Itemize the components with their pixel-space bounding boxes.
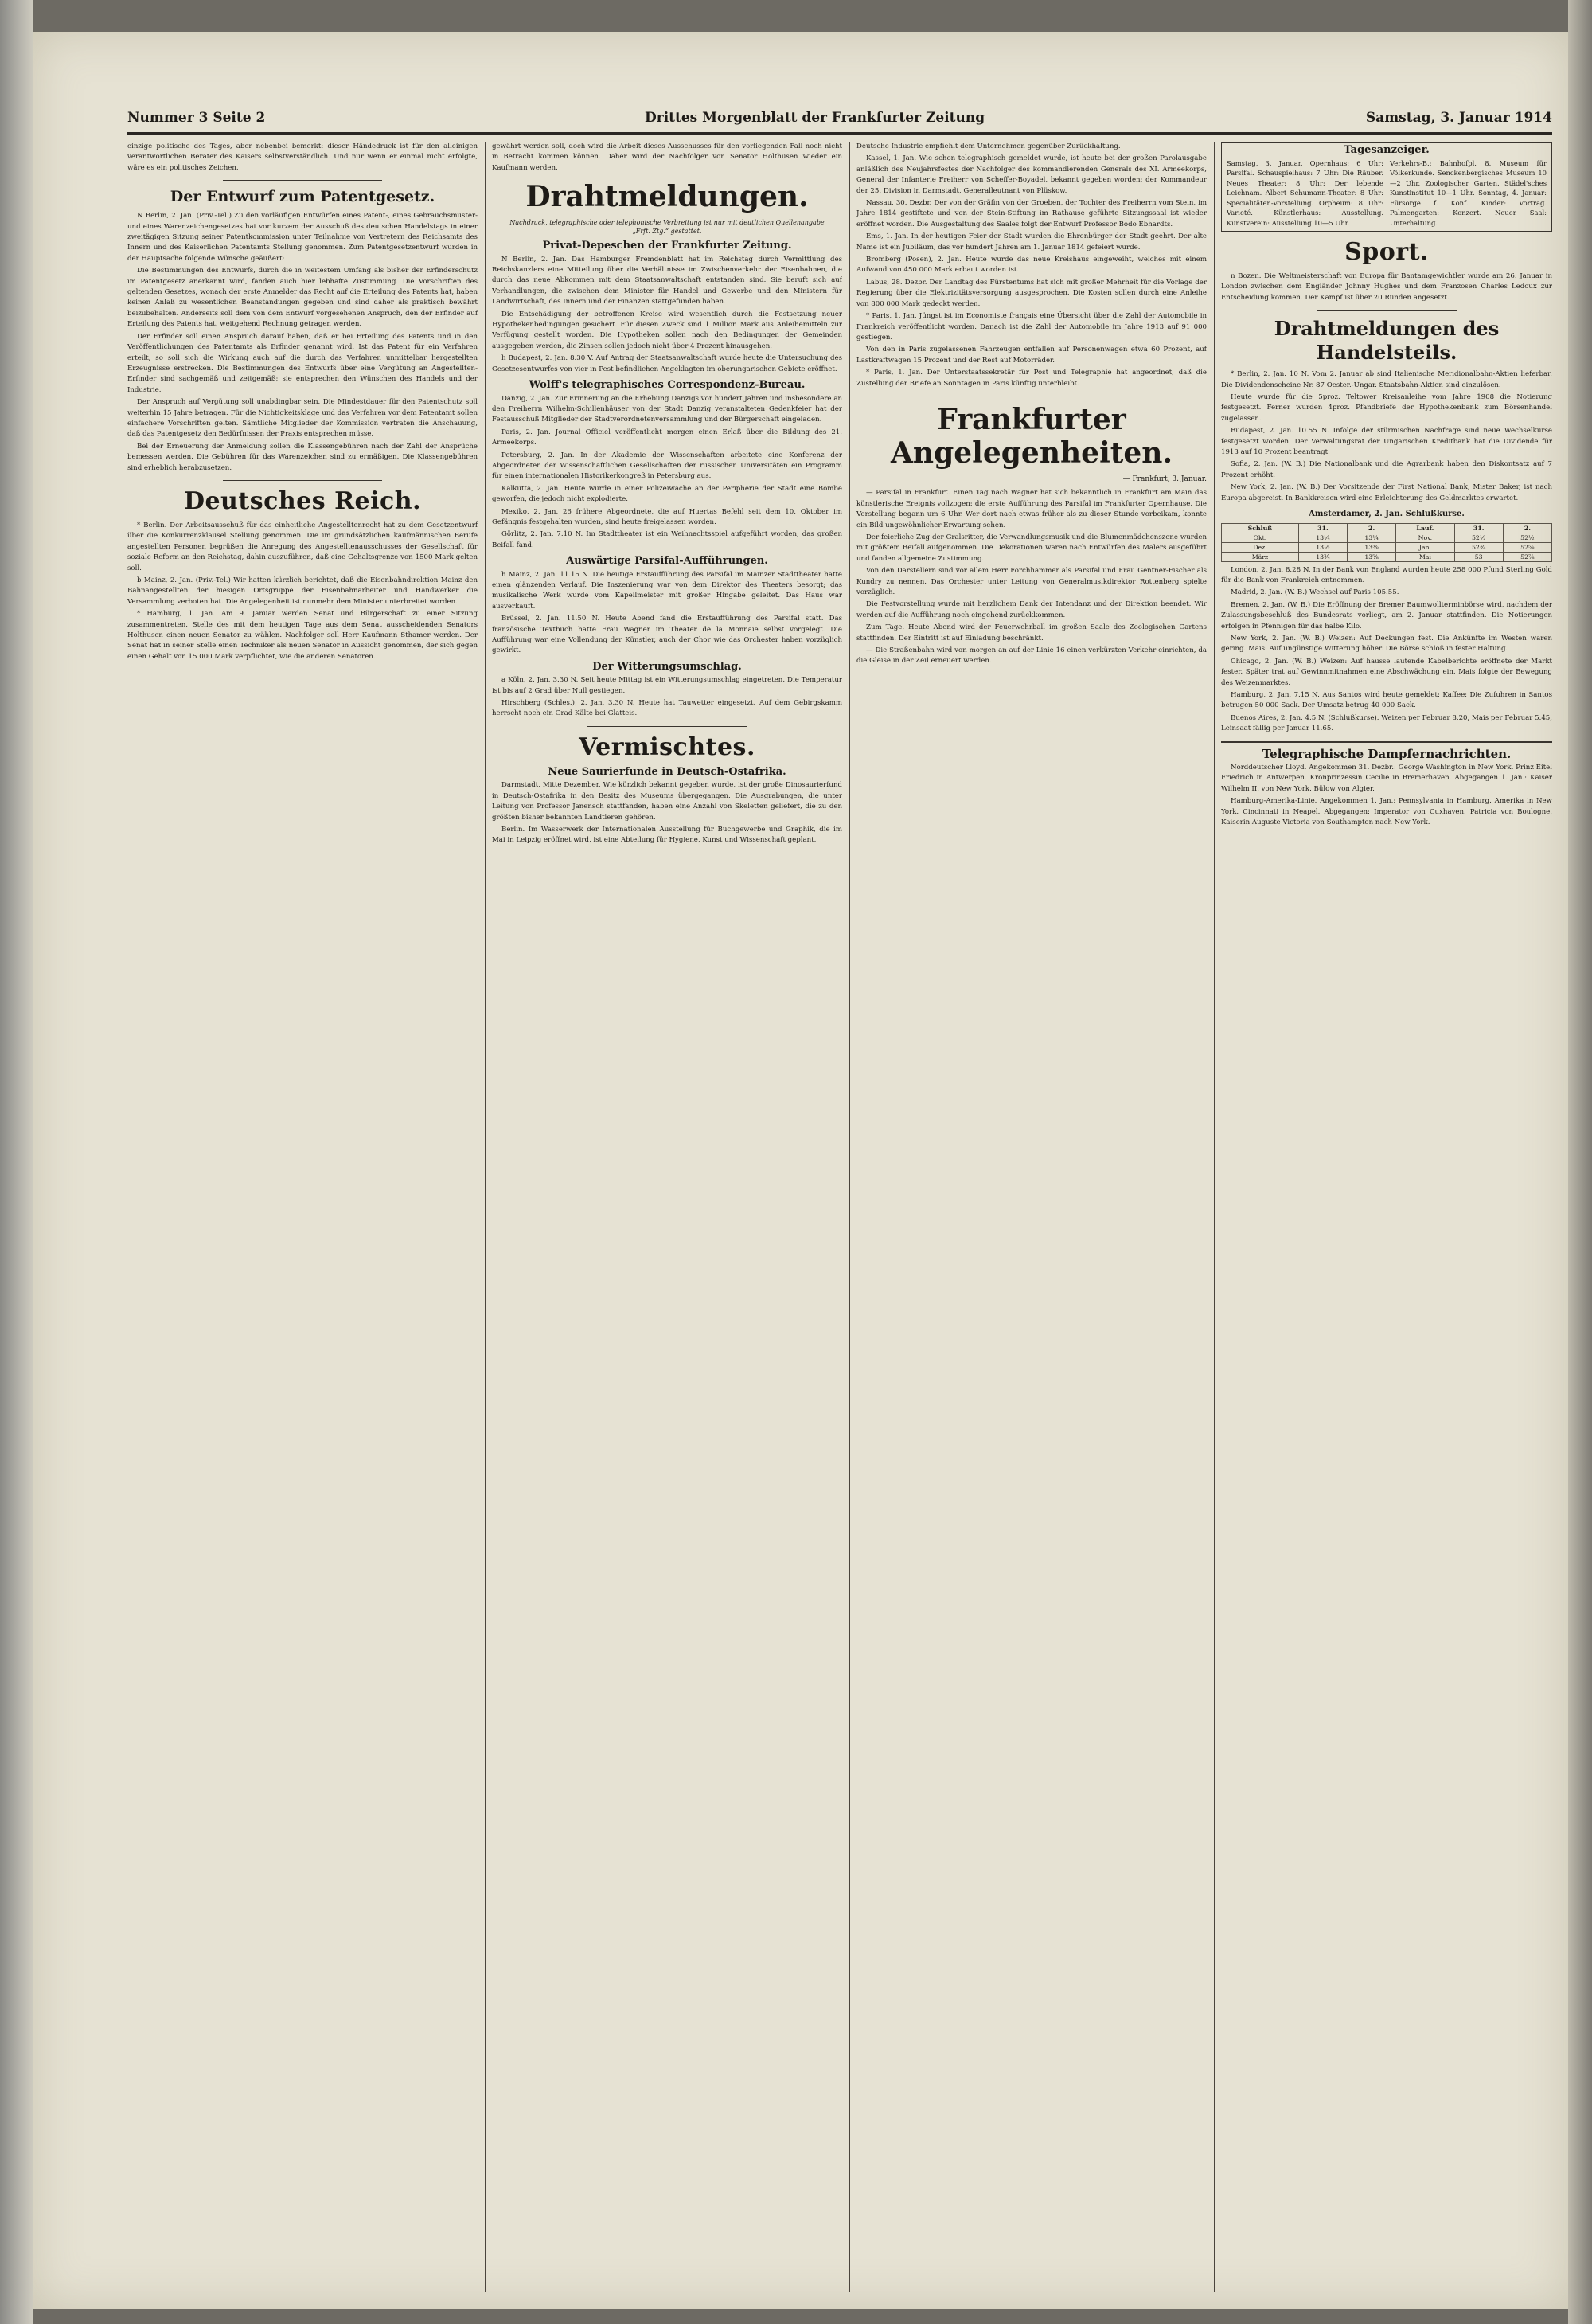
article-text: Brüssel, 2. Jan. 11.50 N. Heute Abend fand die Erstaufführung des Parsifal statt. Das französische Textbuch hatte Frau Wagner im Theater de la Monnaie selbst vorgelegt. Die Aufführung war eine Vollendung der Künstler, auch der Chor wie das Orchester haben vorzüglich gewirkt.	[492, 615, 842, 655]
scan-left-edge	[0, 0, 33, 2324]
article-text: Labus, 28. Dezbr. Der Landtag des Fürstentums hat sich mit großer Mehrheit für die Vorlage der Regierung über die Elektrizitätsversorgung ausgesprochen. Die Kosten sollen durch eine Anleihe von 800 000 Mark gedeckt werden.	[856, 278, 1207, 308]
headline-dampfernachrichten: Telegraphische Dampfernachrichten.	[1262, 746, 1512, 761]
table-cell: 13½	[1298, 542, 1347, 552]
article-text: Bromberg (Posen), 2. Jan. Heute wurde das neue Kreishaus eingeweiht, welches mit einem Aufwand von 450 000 Mark erbaut worden ist.	[856, 256, 1207, 275]
article-text: Chicago, 2. Jan. (W. B.) Weizen: Auf hausse lautende Kabelberichte eröffnete der Markt fester. Später trat auf Gewinnmitnahmen eine Abschwächung ein. Mais folgte der Bewegung des Weizenmarktes.	[1221, 657, 1552, 687]
table-header-cell: 2.	[1348, 523, 1396, 533]
table-cell: Nov.	[1396, 533, 1454, 542]
column-3	[856, 142, 1207, 2292]
table-cell: 53	[1454, 552, 1503, 561]
headline-deutsches-reich: Deutsches Reich.	[183, 486, 422, 515]
section-witterung: Der Witterungsumschlag.	[592, 660, 742, 673]
article-text: London, 2. Jan. 8.28 N. In der Bank von England wurden heute 258 000 Pfund Sterling Gold für die Bank von Frankreich entnommen.	[1221, 565, 1552, 584]
article-text: Buenos Aires, 2. Jan. 4.5 N. (Schlußkurse). Weizen per Februar 8.20, Mais per Februar 5.45, Leinsaat fällig per Januar 11.65.	[1221, 713, 1552, 733]
article-text: Zum Tage. Heute Abend wird der Feuerwehrball im großen Saale des Zoologischen Gartens stattfinden. Der Eintritt ist auf Einladung beschränkt.	[856, 623, 1207, 643]
article-text: gewährt werden soll, doch wird die Arbeit dieses Ausschusses für den vorliegenden Fall noch nicht in Betracht kommen können. Daher wird der Nachfolger von Senator Holthusen wieder ein Kaufmann werden.	[492, 143, 842, 172]
reprint-notice: Nachdruck, telegraphische oder telephonische Verbreitung ist nur mit deutlichen Quellenangabe „Frft. Ztg.“ gestattet.	[509, 219, 825, 236]
table-cell: 13⅝	[1348, 552, 1396, 561]
article-text: — Die Straßenbahn wird von morgen an auf der Linie 16 einen verkürzten Verkehr einrichten, da die Gleise in der Zeil erneuert werden.	[856, 646, 1207, 666]
table-cell: 13⅜	[1348, 542, 1396, 552]
article-text: Budapest, 2. Jan. 10.55 N. Infolge der stürmischen Nachfrage sind neue Wechselkurse festgesetzt worden. Der Verwaltungsrat der Ungarischen Kreditbank hat die Dividende für 1913 auf 10 Prozent beantragt.	[1221, 427, 1552, 457]
issue-date: Samstag, 3. Januar 1914	[1365, 110, 1552, 126]
column-rule	[849, 142, 850, 2292]
article-text: b Mainz, 2. Jan. (Priv.-Tel.) Wir hatten kürzlich berichtet, daß die Eisenbahndirektion Mainz den Bahnangestellten der hiesigen Ortsgruppe der Eisenbahnarbeiter und Handwerker die Versammlung verboten hat. Die Angelegenheit ist nunmehr dem Minister unterbreitet worden.	[127, 576, 478, 606]
table-cell: 52½	[1503, 533, 1551, 542]
page-header	[127, 110, 1552, 135]
article-text: Deutsche Industrie empfiehlt dem Unternehmen gegenüber Zurückhaltung.	[856, 143, 1121, 150]
column-rule	[485, 142, 486, 2292]
section-wolff: Wolff's telegraphisches Correspondenz-Bureau.	[529, 379, 806, 392]
article-text: Norddeutscher Lloyd. Angekommen 31. Dezbr.: George Washington in New York. Prinz Eitel Friedrich in Antwerpen. Kronprinzessin Cecilie in Bremerhaven. Abgegangen 1. Jan.: Kaiser Wilhelm II. von New York. Bülow von Algier.	[1221, 764, 1552, 793]
article-text: Görlitz, 2. Jan. 7.10 N. Im Stadttheater ist ein Weihnachtsspiel aufgeführt worden, das großen Beifall fand.	[492, 530, 842, 549]
section-saurierfunde: Neue Saurierfunde in Deutsch-Ostafrika.	[548, 765, 786, 778]
headline-handelsteil: Drahtmeldungen des Handelsteils.	[1274, 317, 1500, 365]
article-text: Berlin. Im Wasserwerk der Internationalen Ausstellung für Buchgewerbe und Graphik, die im Mai in Leipzig eröffnet wird, ist eine Abteilung für Hygiene, Kunst und Wissenschaft geplant.	[492, 825, 842, 845]
article-text: Von den in Paris zugelassenen Fahrzeugen entfallen auf Personenwagen etwa 60 Prozent, auf Lastkraftwagen 15 Prozent und der Rest auf Motorräder.	[856, 346, 1207, 365]
table-cell: Mai	[1396, 552, 1454, 561]
article-text: Kalkutta, 2. Jan. Heute wurde in einer Polizeiwache an der Peripherie der Stadt eine Bombe geworfen, die jedoch nicht explodierte.	[492, 484, 842, 504]
column-4	[1221, 142, 1552, 2292]
table-header-cell: Schluß	[1222, 523, 1299, 533]
article-text: einzige politische des Tages, aber nebenbei bemerkt: dieser Händedruck ist für den alleinigen verantwortlichen Berater des Kaisers selbstverständlich. Und nur wenn er einmal nicht erfolgte, wäre es ein politisches Zeichen.	[127, 143, 478, 172]
headline-vermischtes: Vermischtes.	[579, 732, 755, 761]
article-text: Von den Darstellern sind vor allem Herr Forchhammer als Parsifal und Frau Gentner-Fischer als Kundry zu nennen. Das Orchester unter Leitung von Generalmusikdirektor Rottenberg spielte vorzüglich.	[856, 567, 1207, 596]
table-row	[1222, 533, 1552, 542]
article-text: Danzig, 2. Jan. Zur Erinnerung an die Erhebung Danzigs vor hundert Jahren und insbesondere an den Freiherrn Wilhelm-Schillenhäuser von der Stadt Danzig veranstalteten Gedenkfeier hat der Festausschuß Mitglieder der Stadtverordnetenversammlung und der Bürgerschaft eingeladen.	[492, 394, 842, 424]
divider	[587, 726, 747, 727]
article-text: Hamburg, 2. Jan. 7.15 N. Aus Santos wird heute gemeldet: Kaffee: Die Zufuhren in Santos betrugen 50 000 Sack. Der Umsatz betrug 40 000 Sack.	[1221, 690, 1552, 710]
table-row	[1222, 552, 1552, 561]
table-cell: 13¼	[1298, 533, 1347, 542]
table-row	[1222, 542, 1552, 552]
article-text: Der Anspruch auf Vergütung soll unabdingbar sein. Die Mindestdauer für den Patentschutz soll weiterhin 15 Jahre betragen. Für die Nichtigkeitsklage und das Verfahren vor dem Patentamt sollen einfachere Vorschriften gelten. Sämtliche Mitglieder der Kommission vertraten die Anschauung, daß das Patentgesetz den Bedürfnissen der Praxis entsprechen müsse.	[127, 398, 478, 439]
column-rule	[1214, 142, 1215, 2292]
divider	[223, 180, 382, 181]
article-text: * Paris, 1. Jan. Der Unterstaatssekretär für Post und Telegraphie hat angeordnet, daß die Zustellung der Briefe an Sonntagen in Paris künftig unterbleibt.	[856, 369, 1207, 388]
headline-patent: Der Entwurf zum Patentgesetz.	[170, 188, 435, 206]
scan-right-edge	[1568, 0, 1592, 2324]
article-text: * Hamburg, 1. Jan. Am 9. Januar werden Senat und Bürgerschaft zu einer Sitzung zusammentreten. Stelle des mit dem heutigen Tage aus dem Senat ausscheidenden Senators Holthusen einen neuen Senator zu wählen. Nachfolger soll Herr Kaufmann Sthamer werden. Der Senat hat in seiner Stelle einen Techniker als neuen Senator in Aussicht genommen, der sich gegen einen Gehalt von 15 000 Mark verpflichtet, wie die anderen Senatoren.	[127, 610, 478, 661]
article-text: Der Erfinder soll einen Anspruch darauf haben, daß er bei Erteilung des Patents und in den Veröffentlichungen des Patentamts als Erfinder genannt wird. Ist das Patent für ein Verfahren erteilt, so soll sich die Wirkung auch auf die durch das Verfahren unmittelbar hergestellten Erzeugnisse erstrecken. Die Bestimmungen des Entwurfs über eine Vergütung an Angestellten-Erfinder sind sachgemäß und zeitgemäß; sie entsprechen den Wünschen des Handels und der Industrie.	[127, 332, 478, 394]
tagesanzeiger-box	[1221, 142, 1552, 232]
article-text: Madrid, 2. Jan. (W. B.) Wechsel auf Paris 105.55.	[1231, 588, 1399, 597]
article-text: Die Entschädigung der betroffenen Kreise wird wesentlich durch die Festsetzung neuer Hypothekenbedingungen gesichert. Für diesen Zweck sind 1 Million Mark aus Anleihemitteln zur Verfügung gestellt worden. Die Hypotheken sollen nach den Bedingungen der Gemeinden ausgegeben werden, die Zinsen sollen jedoch nicht über 4 Prozent hinausgehen.	[492, 310, 842, 350]
article-text: Die Festvorstellung wurde mit herzlichem Dank der Intendanz und der Direktion beendet. Wir werden auf die Aufführung noch eingehend zurückkommen.	[856, 600, 1207, 619]
tagesanzeiger-left: Samstag, 3. Januar. Opernhaus: 6 Uhr: Parsifal. Schauspielhaus: 7 Uhr: Die Räuber. Neues Theater: 8 Uhr: Der lebende Leichnam. Albert Schumann-Theater: 8 Uhr: Specialitäten-Vorstellung. Orpheum: 8 Uhr: Varieté. Künstlerhaus: Ausstellung. Kunstverein: Ausstellung 10—5 Uhr.	[1227, 158, 1383, 227]
article-text: a Köln, 2. Jan. 3.30 N. Seit heute Mittag ist ein Witterungsumschlag eingetreten. Die Temperatur ist bis auf 2 Grad über Null gestiegen.	[492, 676, 842, 695]
divider	[1317, 310, 1457, 311]
tagesanzeiger-title: Tagesanzeiger.	[1344, 144, 1430, 156]
article-text: h Mainz, 2. Jan. 11.15 N. Die heutige Erstaufführung des Parsifal im Mainzer Stadttheater hatte einen glänzenden Verlauf. Die Inszenierung war von dem Direktor des Theaters besorgt; das musikalische Werk wurde vom Kapellmeister mit großer Hingabe geleitet. Das Haus war ausverkauft.	[492, 570, 842, 611]
article-text: New York, 2. Jan. (W. B.) Weizen: Auf Deckungen fest. Die Ankünfte im Westen waren gering. Mais: Auf ungünstige Witterung höher. Die Börse schloß in fester Haltung.	[1221, 634, 1552, 654]
article-text: N Berlin, 2. Jan. (Priv.-Tel.) Zu den vorläufigen Entwürfen eines Patent-, eines Gebrauchsmuster- und eines Warenzeichengesetzes hat vor kurzem der Ausschuß des deutschen Handelstags in einer zweitägigen Sitzung seiner Patentkommission unter Teilnahme von Vertretern des Reichsamts des Innern und des Kaiserlichen Patentamts Stellung genommen. Zum Patentgesetzentwurf wurden in der Hauptsache folgende Wünsche geäußert:	[127, 212, 478, 263]
divider	[223, 480, 382, 481]
article-text: Hirschberg (Schles.), 2. Jan. 3.30 N. Heute hat Tauwetter eingesetzt. Auf dem Gebirgskamm herrscht noch ein Grad Kälte bei Glatteis.	[492, 699, 842, 718]
article-text: * Berlin. Der Arbeitsausschuß für das einheitliche Angestelltenrecht hat zu dem Gesetzentwurf über die Konkurrenzklausel Stellung genommen. Die im grundsätzlichen kaufmännischen Berufe angestellten Personen begrüßen die Anregung des Angestelltenausschusses der Gesellschaft für soziale Reform an den Reichstag, dahin auszuführen, daß eine Gehaltsgrenze von 1500 Mark gelten soll.	[127, 521, 478, 572]
article-text: Heute wurde für die 5proz. Teltower Kreisanleihe vom Jahre 1908 die Notierung festgesetzt. Ferner wurden 4proz. Pfandbriefe der Hypothekenbank zum Börsenhandel zugelassen.	[1221, 393, 1552, 423]
headline-frankfurter-angelegenheiten: Frankfurter Angelegenheiten.	[890, 402, 1173, 470]
table-cell: März	[1222, 552, 1299, 561]
article-text: n Bozen. Die Weltmeisterschaft von Europa für Bantamgewichtler wurde am 26. Januar in London zwischen dem Engländer Johnny Hughes und dem Franzosen Charles Ledoux zur Entscheidung kommen. Der Kampf ist über 20 Runden angesetzt.	[1221, 272, 1552, 302]
page-number: Nummer 3 Seite 2	[127, 110, 266, 126]
table-header-cell: Lauf.	[1396, 523, 1454, 533]
article-text: Darmstadt, Mitte Dezember. Wie kürzlich bekannt gegeben wurde, ist der große Dinosaurierfund in Deutsch-Ostafrika in den Besitz des Museums übergegangen. Die Ausgrabungen, die unter Leitung von Professor Janensch stattfanden, haben eine Anzahl von Skeletten geliefert, die zu den größten bisher bekannten Landtieren gehören.	[492, 781, 842, 822]
headline-drahtmeldungen: Drahtmeldungen.	[525, 180, 809, 214]
table-cell: Dez.	[1222, 542, 1299, 552]
headline-sport: Sport.	[1344, 238, 1429, 266]
article-text: * Berlin, 2. Jan. 10 N. Vom 2. Januar ab sind Italienische Meridionalbahn-Aktien lieferbar. Die Dividendenscheine Nr. 87 Oester.-Ungar. Staatsbahn-Aktien sind einzulösen.	[1221, 370, 1552, 389]
article-text: Bremen, 2. Jan. (W. B.) Die Eröffnung der Bremer Baumwollterminbörse wird, nachdem der Zulassungsbeschluß des Bundesrats vorliegt, am 2. Januar stattfinden. Die Notierungen erfolgen in Pfennigen für das halbe Kilo.	[1221, 600, 1552, 631]
article-text: Kassel, 1. Jan. Wie schon telegraphisch gemeldet wurde, ist heute bei der großen Parolausgabe anläßlich des Neujahrsfestes der Nachfolger des kommandierenden Generals des XI. Armeekorps, General der Infanterie Freiherr von Scheffer-Boyadel, bekannt gegeben worden: der Kommandeur der 25. Division in Darmstadt, Generalleutnant von Plüskow.	[856, 154, 1207, 195]
article-text: — Parsifal in Frankfurt. Einen Tag nach Wagner hat sich bekanntlich in Frankfurt am Main das künstlerische Ereignis vollzogen: die erste Aufführung des Parsifal im Frankfurter Opernhause. Die Vorstellung begann um 6 Uhr. Wer dort nach etwas früher als zu dieser Stunde vorbeikam, konnte ein Bild ungewöhnlicher Erwartung sehen.	[856, 489, 1207, 529]
article-text: * Paris, 1. Jan. Jüngst ist im Economiste français eine Übersicht über die Zahl der Automobile in Frankreich veröffentlicht worden. Danach ist die Zahl der Automobile im Jahre 1913 auf 91 000 gestiegen.	[856, 312, 1207, 342]
article-text: Petersburg, 2. Jan. In der Akademie der Wissenschaften arbeitete eine Konferenz der Abgeordneten der Wissenschaftlichen Gesellschaften der russischen Universitäten ein Programm für einen internationalen Historikerkongreß in Petersburg aus.	[492, 451, 842, 481]
article-text: Paris, 2. Jan. Journal Officiel veröffentlicht morgen einen Erlaß über die Bildung des 21. Armeekorps.	[492, 428, 842, 447]
table-header-cell: 2.	[1503, 523, 1551, 533]
table-cell: 13¼	[1348, 533, 1396, 542]
section-privat-depeschen: Privat-Depeschen der Frankfurter Zeitung.	[542, 240, 792, 252]
article-text: New York, 2. Jan. (W. B.) Der Vorsitzende der First National Bank, Mister Baker, ist nach Europa abgereist. In Bankkreisen wird eine Erleichterung des Geldmarktes erwartet.	[1221, 483, 1552, 502]
table-cell: 52⅝	[1503, 542, 1551, 552]
article-text: Der feierliche Zug der Gralsritter, die Verwandlungsmusik und die Blumenmädchenszene wurden mit größtem Beifall aufgenommen. Die Dekorationen waren nach Entwürfen des Malers ausgeführt und fanden allgemeine Zustimmung.	[856, 533, 1207, 563]
table-cell: 52¾	[1454, 542, 1503, 552]
amsterdam-line: Amsterdamer, 2. Jan. Schlußkurse.	[1309, 510, 1465, 519]
table-header-row	[1222, 523, 1552, 533]
table-cell: Okt.	[1222, 533, 1299, 542]
newspaper-title: Drittes Morgenblatt der Frankfurter Zeitung	[645, 110, 985, 126]
table-cell: Jan.	[1396, 542, 1454, 552]
article-text: Mexiko, 2. Jan. 26 frühere Abgeordnete, die auf Huertas Befehl seit dem 10. Oktober im Gefängnis festgehalten wurden, sind heute freigelassen worden.	[492, 507, 842, 526]
price-table	[1221, 523, 1552, 562]
article-text: Nassau, 30. Dezbr. Der von der Gräfin von der Groeben, der Tochter des Freiherrn vom Stein, im Jahre 1814 gestiftete und von der Stein-Stiftung im Rathause geführte Sitzungssaal ist wieder eröffnet worden. Die Ausgestaltung des Saales folgt der Entwurf Professor Bodo Ebhardts.	[856, 199, 1207, 228]
column-1	[127, 142, 478, 2292]
article-text: Hamburg-Amerika-Linie. Angekommen 1. Jan.: Pennsylvania in Hamburg. Amerika in New York. Cincinnati in Neapel. Abgegangen: Imperator von Cuxhaven. Patricia von Boulogne. Kaiserin Auguste Victoria von Southampton nach New York.	[1221, 797, 1552, 827]
article-text: h Budapest, 2. Jan. 8.30 V. Auf Antrag der Staatsanwaltschaft wurde heute die Untersuchung des Gesetzesentwurfes von vier in Pest befindlichen Angeklagten im oberungarischen Gebiete eröffnet.	[492, 354, 842, 373]
dampfer-section	[1221, 741, 1552, 829]
column-2	[492, 142, 842, 2292]
section-parsifal: Auswärtige Parsifal-Aufführungen.	[566, 555, 768, 568]
dateline: — Frankfurt, 3. Januar.	[1122, 475, 1207, 483]
article-text: Sofia, 2. Jan. (W. B.) Die Nationalbank und die Agrarbank haben den Diskontsatz auf 7 Prozent erhöht.	[1221, 460, 1552, 479]
article-text: Die Bestimmungen des Entwurfs, durch die in weitestem Umfang als bisher der Erfinderschutz im Patentgesetz anerkannt wird, fanden auch hier lebhafte Zustimmung. Die Vorschriften des geltenden Gesetzes, wonach der erste Anmelder das Recht auf die Erteilung des Patents hat, haben keinen Anlaß zu wesentlichen Beanstandungen gegeben und sind daher als praktisch bewährt beizubehalten. Anderseits soll dem von dem Entwurf vorgesehenen Anspruch, den der Erfinder auf Erteilung des Patents hat, weitgehend Rechnung getragen werden.	[127, 267, 478, 329]
table-cell: 13¾	[1298, 552, 1347, 561]
table-header-cell: 31.	[1298, 523, 1347, 533]
table-cell: 52½	[1454, 533, 1503, 542]
article-text: Ems, 1. Jan. In der heutigen Feier der Stadt wurden die Ehrenbürger der Stadt geehrt. Der alte Name ist ein Jubiläum, das vor hundert Jahren am 1. Januar 1814 gefeiert wurde.	[856, 232, 1207, 252]
tagesanzeiger-right: Verkehrs-B.: Bahnhofpl. 8. Museum für Völkerkunde. Senckenbergisches Museum 10—2 Uhr. Zoologischer Garten. Städel'sches Kunstinstitut 10—1 Uhr. Sonntag, 4. Januar: Fürsorge f. Konf. Kinder: Vortrag. Palmengarten: Konzert. Neuer Saal: Unterhaltung.	[1390, 158, 1547, 227]
table-header-cell: 31.	[1454, 523, 1503, 533]
article-text: Bei der Erneuerung der Anmeldung sollen die Klassengebühren nach der Zahl der Ansprüche bemessen werden. Die Gebühren für das Warenzeichen sind zu ermäßigen. Die Klassengebühren sind erheblich herabzusetzen.	[127, 442, 478, 472]
table-cell: 52⅞	[1503, 552, 1551, 561]
article-text: N Berlin, 2. Jan. Das Hamburger Fremdenblatt hat im Reichstag durch Vermittlung des Reichskanzlers eine Mitteilung über die Verhältnisse im Zwischenverkehr der Eisenbahnen, die durch das neue Abkommen mit dem Staatsanwaltschaft entstanden sind. Sie beruft sich auf Verhandlungen, die zwischen dem Minister für Handel und Gewerbe und den Ministern für Landwirtschaft, des Innern und der Finanzen stattgefunden haben.	[492, 255, 842, 307]
